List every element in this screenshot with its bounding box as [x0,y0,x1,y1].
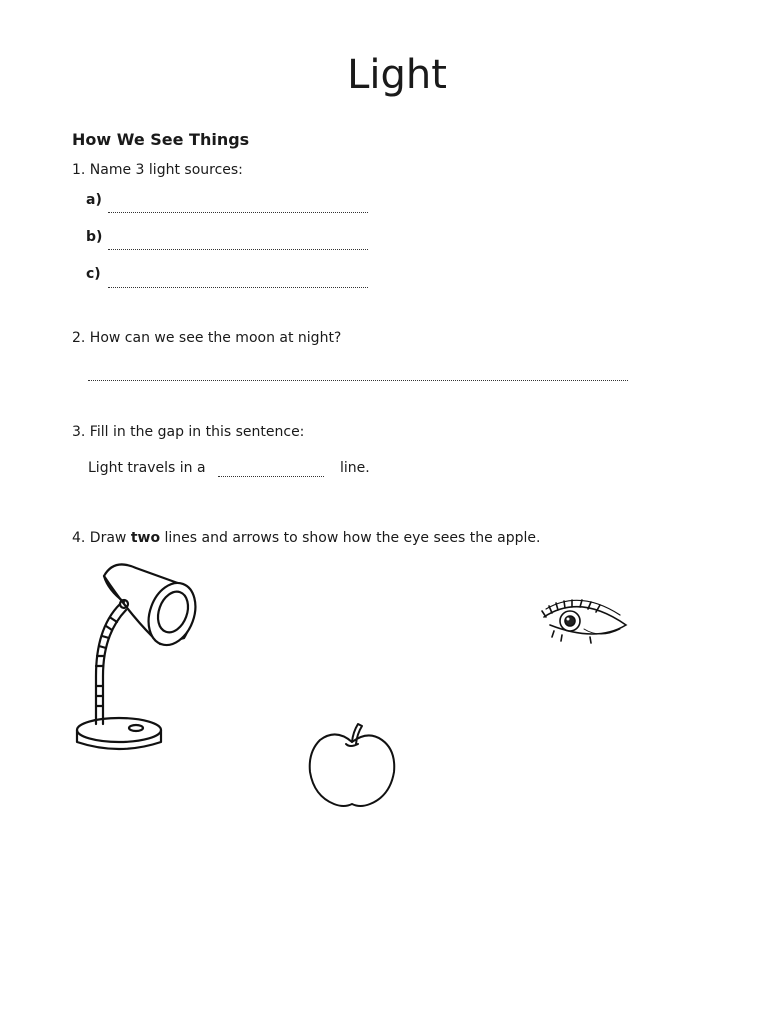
gap-answer-line[interactable] [218,476,324,477]
question-2-prompt: 2. How can we see the moon at night? [72,330,342,346]
question-4-prompt [72,530,540,546]
option-b-label: b) [86,229,103,245]
question-4-bold-word: two [130,530,161,546]
question-4-suffix: lines and arrows to show how the eye sees the apple. [160,530,541,546]
question-3-prompt: 3. Fill in the gap in this sentence: [72,424,305,440]
gap-sentence-end: line. [340,460,370,476]
apple-icon [306,720,398,812]
worksheet-title: Light [347,52,447,98]
answer-line-b[interactable] [108,249,368,250]
eye-icon [540,595,630,647]
gap-sentence-start: Light travels in a [88,460,206,476]
lamp-icon [74,556,214,756]
answer-line-a[interactable] [108,212,368,213]
answer-line-c[interactable] [108,287,368,288]
question-1-prompt: 1. Name 3 light sources: [72,162,243,178]
answer-line-q2[interactable] [88,380,628,381]
option-c-label: c) [86,266,101,282]
question-4-prefix: 4. Draw [72,530,131,546]
option-a-label: a) [86,192,102,208]
section-heading: How We See Things [72,130,250,149]
